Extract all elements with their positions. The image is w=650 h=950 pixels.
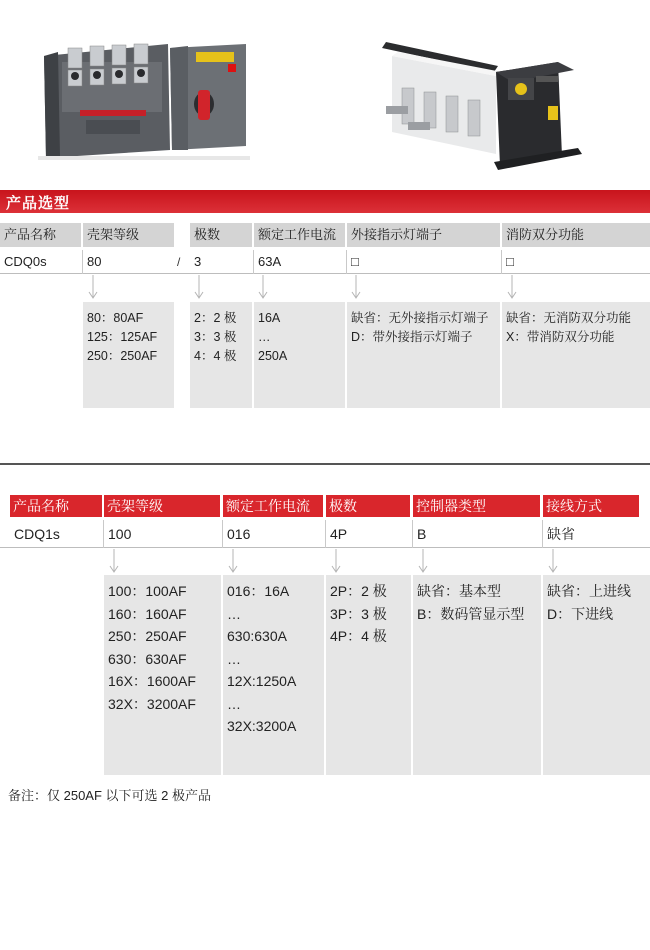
footnote: 备注：仅 250AF 以下可选 2 极产品 (8, 788, 211, 803)
t1-header-fire-function: 消防双分功能 (502, 223, 650, 247)
option-item: 4：4 极 (194, 349, 237, 363)
option-item: 250：250AF (108, 628, 187, 644)
option-item: 250：250AF (87, 349, 158, 363)
t2-divider (325, 520, 326, 548)
option-item: 16A (258, 311, 281, 325)
down-arrow-icon (88, 275, 98, 301)
option-item: 2P：2 极 (330, 583, 387, 599)
down-arrow-icon (228, 549, 238, 575)
t1-slash: / (177, 255, 181, 269)
t2-value-frame-grade: 100 (108, 526, 132, 542)
option-item: 缺省：基本型 (417, 583, 501, 599)
option-item: 4P：4 极 (330, 628, 387, 644)
t1-options-frame-grade (83, 302, 174, 408)
t2-divider (103, 520, 104, 548)
t1-divider (253, 250, 254, 274)
t2-options-frame-grade (104, 575, 221, 775)
t2-value-rated-current: 016 (227, 526, 251, 542)
option-item: 630：630AF (108, 650, 187, 667)
down-arrow-icon (109, 549, 119, 575)
product-photo-cdq1s (378, 36, 586, 176)
product-photo-cdq0s (38, 38, 250, 163)
t1-header-product-name: 产品名称 (0, 223, 81, 247)
down-arrow-icon (258, 275, 268, 301)
down-arrow-icon (507, 275, 517, 301)
option-item: 100：100AF (108, 583, 187, 599)
t1-value-rated-current: 63A (258, 254, 282, 269)
option-item: X：带消防双分功能 (506, 330, 615, 344)
option-item: … (227, 650, 241, 667)
t2-header-frame-grade: 壳架等级 (104, 495, 220, 517)
t2-value-wiring-method: 缺省 (547, 526, 575, 542)
option-item: 125：125AF (87, 330, 158, 344)
option-item: 160：160AF (108, 605, 187, 622)
t2-options-rated-current (223, 575, 324, 775)
section-title: 产品选型 (6, 195, 71, 212)
option-item: … (258, 330, 271, 344)
option-item: 缺省：无外接指示灯端子 (351, 311, 489, 325)
t1-value-indicator-checkbox: □ (351, 254, 359, 269)
option-item: 缺省：上进线 (547, 583, 631, 599)
t2-value-product-name: CDQ1s (14, 526, 60, 542)
t1-divider (501, 250, 502, 274)
section-separator (0, 463, 650, 465)
section-title-bar (0, 190, 650, 213)
t1-header-frame-grade: 壳架等级 (83, 223, 174, 247)
option-item: 630:630A (227, 628, 287, 644)
option-item: 3P：3 极 (330, 605, 387, 622)
option-item: 32X:3200A (227, 718, 297, 734)
t2-divider (542, 520, 543, 548)
t1-value-frame-grade: 80 (87, 254, 102, 269)
option-item: 12X:1250A (227, 673, 297, 689)
option-item: 3：3 极 (194, 330, 237, 344)
t2-divider (222, 520, 223, 548)
option-item: … (227, 695, 241, 712)
down-arrow-icon (418, 549, 428, 575)
t2-options-wiring-method (543, 575, 650, 775)
t2-value-controller-type: B (417, 526, 427, 542)
t2-header-product-name: 产品名称 (10, 495, 102, 517)
option-item: 250A (258, 349, 288, 363)
option-item: 016：16A (227, 583, 290, 599)
down-arrow-icon (194, 275, 204, 301)
option-item: 2：2 极 (194, 311, 237, 325)
option-item: … (227, 605, 241, 622)
t1-options-rated-current (254, 302, 345, 408)
t1-divider (82, 250, 83, 274)
t1-value-fire-checkbox: □ (506, 254, 514, 269)
option-item: 缺省：无消防双分功能 (506, 311, 632, 325)
t2-header-wiring-method: 接线方式 (543, 495, 639, 517)
option-item: 16X：1600AF (108, 673, 196, 689)
option-item: B：数码管显示型 (417, 605, 525, 622)
option-item: D：下进线 (547, 605, 614, 622)
t2-options-poles (326, 575, 411, 775)
t1-row-divider (0, 273, 650, 274)
t2-options-controller-type (413, 575, 541, 775)
t2-header-controller-type: 控制器类型 (413, 495, 540, 517)
t1-value-product-name: CDQ0s (4, 254, 47, 269)
t1-options-fire-function (502, 302, 650, 408)
option-item: 80：80AF (87, 311, 144, 325)
option-item: 32X：3200AF (108, 695, 196, 712)
t1-options-poles (190, 302, 252, 408)
down-arrow-icon (351, 275, 361, 301)
t1-header-rated-current: 额定工作电流 (254, 223, 345, 247)
t1-value-poles: 3 (194, 254, 202, 269)
down-arrow-icon (548, 549, 558, 575)
t1-header-indicator-terminal: 外接指示灯端子 (347, 223, 500, 247)
t2-header-rated-current: 额定工作电流 (223, 495, 323, 517)
t1-divider (346, 250, 347, 274)
t2-value-poles: 4P (330, 526, 348, 542)
t2-header-poles: 极数 (326, 495, 410, 517)
t1-header-poles: 极数 (190, 223, 252, 247)
t2-divider (412, 520, 413, 548)
option-item: D：带外接指示灯端子 (351, 330, 473, 344)
down-arrow-icon (331, 549, 341, 575)
t1-options-indicator-terminal (347, 302, 500, 408)
